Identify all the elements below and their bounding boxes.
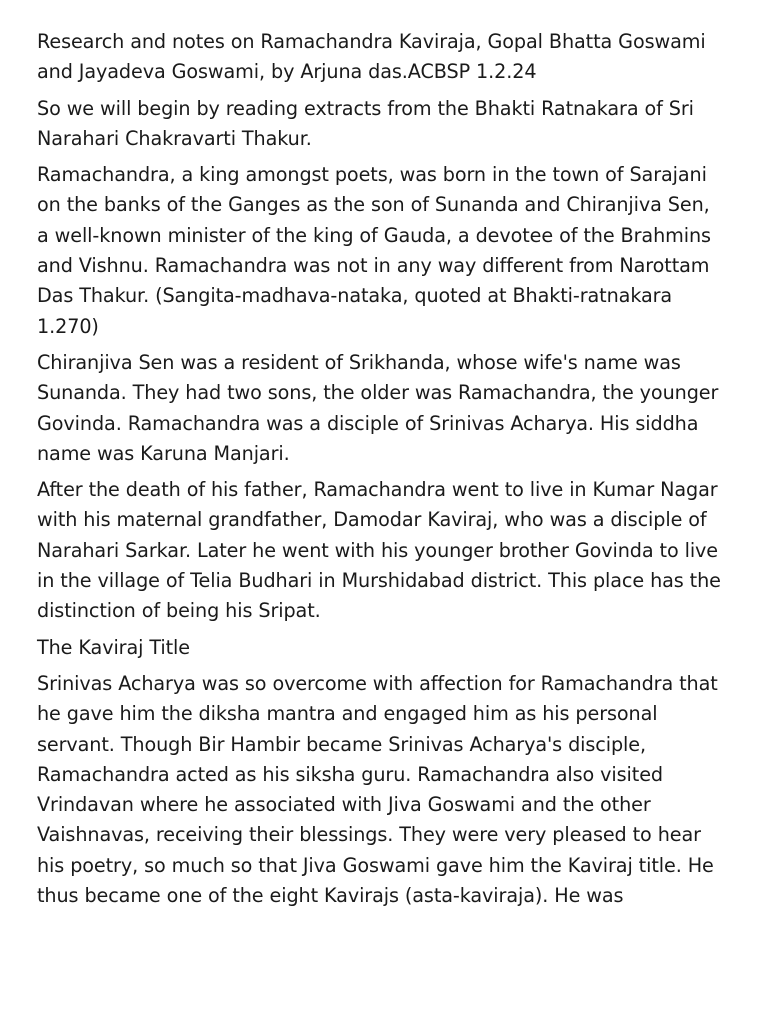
- body-paragraph: After the death of his father, Ramachandra went to live in Kumar Nagar with his maternal grandfather, Damodar Kaviraj, who was a disciple of Narahari Sarkar. Later he went with his younger brother Govinda to live in the village of Telia Budhari in Murshidabad district. This place has the distinction of being his Sripat.: [37, 478, 721, 623]
- body-paragraph: Chiranjiva Sen was a resident of Srikhanda, whose wife's name was Sunanda. They had two sons, the older was Ramachandra, the younger Govinda. Ramachandra was a disciple of Srinivas Acharya. His siddha name was Karuna Manjari.: [37, 350, 719, 465]
- document-page: [37, 27, 737, 917]
- section-heading: The Kaviraj Title: [37, 635, 190, 659]
- body-paragraph: Ramachandra, a king amongst poets, was born in the town of Sarajani on the banks of the Ganges as the son of Sunanda and Chiranjiva Sen, a well-known minister of the king of Gauda, a devotee of the Brahmins and Vishnu. Ramachandra was not in any way different from Narottam Das Thakur. (Sangita-madhava-nataka, quoted at Bhakti-ratnakara 1.270): [37, 163, 711, 338]
- intro-paragraph: So we will begin by reading extracts from the Bhakti Ratnakara of Sri Narahari Chakravarti Thakur.: [37, 96, 694, 150]
- document-title-paragraph: Research and notes on Ramachandra Kaviraja, Gopal Bhatta Goswami and Jayadeva Goswami, by Arjuna das.ACBSP 1.2.24: [37, 30, 706, 84]
- body-paragraph: Srinivas Acharya was so overcome with affection for Ramachandra that he gave him the diksha mantra and engaged him as his personal servant. Though Bir Hambir became Srinivas Acharya's disciple, Ramachandra acted as his siksha guru. Ramachandra also visited Vrindavan where he associated with Jiva Goswami and the other Vaishnavas, receiving their blessings. They were very pleased to hear his poetry, so much so that Jiva Goswami gave him the Kaviraj title. He thus became one of the eight Kavirajs (asta-kaviraja). He was: [37, 671, 718, 908]
